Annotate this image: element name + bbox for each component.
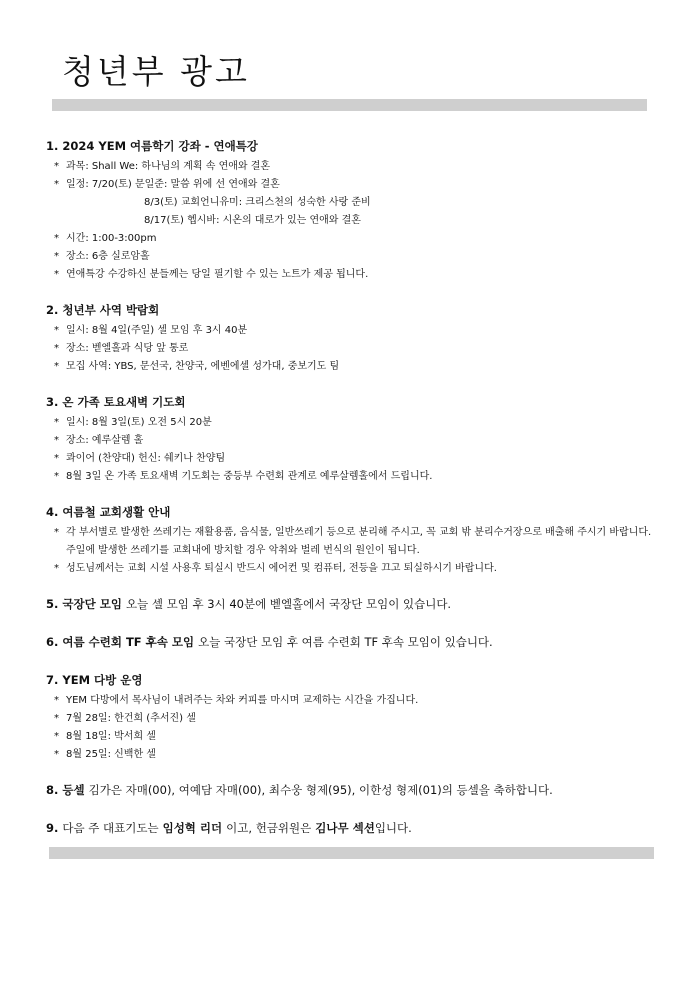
section-number: 1.	[46, 139, 59, 153]
section-number: 2.	[46, 303, 59, 317]
section-title: 등셀	[62, 783, 85, 797]
section-5	[46, 592, 658, 616]
section-items	[46, 414, 658, 486]
section-8	[46, 778, 658, 802]
section-1	[46, 134, 658, 284]
list-item: * 일정: 7/20(토) 문일준: 말씀 위에 선 연애와 결혼	[46, 176, 658, 194]
section-text: 이고, 헌금위원은	[226, 821, 312, 835]
section-items	[46, 692, 658, 764]
section-title: YEM 다방 운영	[62, 673, 143, 687]
section-number: 9.	[46, 821, 59, 835]
section-heading	[46, 390, 658, 414]
section-4	[46, 500, 658, 578]
section-heading	[46, 592, 658, 616]
list-item: * 모집 사역: YBS, 문선국, 찬양국, 에벤에셀 성가대, 중보기도 팀	[46, 358, 658, 376]
list-item: * 7월 28일: 한건희 (추서진) 셀	[46, 710, 658, 728]
section-title: 2024 YEM 여름학기 강좌 - 연애특강	[62, 139, 258, 153]
section-text: 오늘 셀 모임 후 3시 40분에 벧엘홀에서 국장단 모임이 있습니다.	[125, 597, 452, 611]
section-number: 5.	[46, 597, 59, 611]
section-items	[46, 322, 658, 376]
list-item: * 콰이어 (찬양대) 헌신: 쉐키나 찬양팀	[46, 450, 658, 468]
list-item: * 장소: 예루살렘 홀	[46, 432, 658, 450]
list-item: * 시간: 1:00-3:00pm	[46, 230, 658, 248]
section-text: 입니다.	[374, 821, 412, 835]
list-item: 8/17(토) 헵시바: 시온의 대로가 있는 연애와 결혼	[144, 215, 361, 226]
section-title: 청년부 사역 박람회	[62, 303, 160, 317]
offering-committee-name: 김나무 섹션	[315, 821, 375, 835]
section-number: 3.	[46, 395, 59, 409]
list-item: * 성도님께서는 교회 시설 사용후 퇴실시 반드시 에어컨 및 컴퓨터, 전등을 끄고 퇴실하시기 바랍니다.	[46, 560, 658, 578]
section-text: 오늘 국장단 모임 후 여름 수련회 TF 후속 모임이 있습니다.	[198, 635, 493, 649]
section-title: 국장단 모임	[62, 597, 122, 611]
bottom-divider-bar	[49, 847, 654, 859]
section-items	[46, 524, 658, 578]
section-title: 여름철 교회생활 안내	[62, 505, 171, 519]
section-heading	[46, 298, 658, 322]
list-item: * YEM 다방에서 목사님이 내려주는 차와 커피를 마시며 교제하는 시간을 가집니다.	[46, 692, 658, 710]
section-heading	[46, 816, 658, 840]
section-heading	[46, 778, 658, 802]
section-6	[46, 630, 658, 654]
section-7	[46, 668, 658, 764]
section-title: 온 가족 토요새벽 기도회	[62, 395, 186, 409]
announcement-content	[46, 128, 658, 854]
list-item: * 과목: Shall We: 하나님의 계획 속 연애와 결혼	[46, 158, 658, 176]
section-heading	[46, 500, 658, 524]
section-2	[46, 298, 658, 376]
section-number: 7.	[46, 673, 59, 687]
list-item: * 연애특강 수강하신 분들께는 당일 필기할 수 있는 노트가 제공 됩니다.	[46, 266, 658, 284]
section-number: 6.	[46, 635, 59, 649]
section-text: 다음 주 대표기도는	[62, 821, 159, 835]
section-text: 김가은 자매(00), 여예담 자매(00), 최수웅 형제(95), 이한성 형제(01)의 등셀을 축하합니다.	[88, 783, 553, 797]
list-item: * 일시: 8월 3일(토) 오전 5시 20분	[46, 414, 658, 432]
section-number: 4.	[46, 505, 59, 519]
list-item: * 8월 18일: 박서희 셀	[46, 728, 658, 746]
section-items	[46, 158, 658, 284]
list-item: * 8월 25일: 신백한 셀	[46, 746, 658, 764]
top-divider-bar	[52, 99, 647, 111]
section-heading	[46, 134, 658, 158]
section-heading	[46, 668, 658, 692]
prayer-leader-name: 임성혁 리더	[162, 821, 223, 835]
section-number: 8.	[46, 783, 59, 797]
list-item: * 장소: 6층 실로암홀	[46, 248, 658, 266]
page-title: 청년부 광고	[62, 52, 250, 91]
list-item: 8/3(토) 교회언니유미: 크리스천의 성숙한 사랑 준비	[144, 197, 371, 208]
section-heading	[46, 630, 658, 654]
section-title: 여름 수련회 TF 후속 모임	[62, 635, 195, 649]
list-item: * 8월 3일 온 가족 토요새벽 기도회는 중등부 수련회 관계로 예루살렘홀에서 드립니다.	[46, 468, 658, 486]
list-item: * 장소: 벧엘홀과 식당 앞 통로	[46, 340, 658, 358]
list-item: * 각 부서별로 발생한 쓰레기는 재활용품, 음식물, 일반쓰레기 등으로 분리해 주시고, 꼭 교회 밖 분리수거장으로 배출해 주시기 바랍니다. 주일에 발생한 쓰레기를 교회내에 방치할 경우 악취와 벌레 번식의 원인이 됩니다.	[46, 524, 658, 560]
section-9	[46, 816, 658, 840]
list-item: * 일시: 8월 4일(주일) 셀 모임 후 3시 40분	[46, 322, 658, 340]
section-3	[46, 390, 658, 486]
